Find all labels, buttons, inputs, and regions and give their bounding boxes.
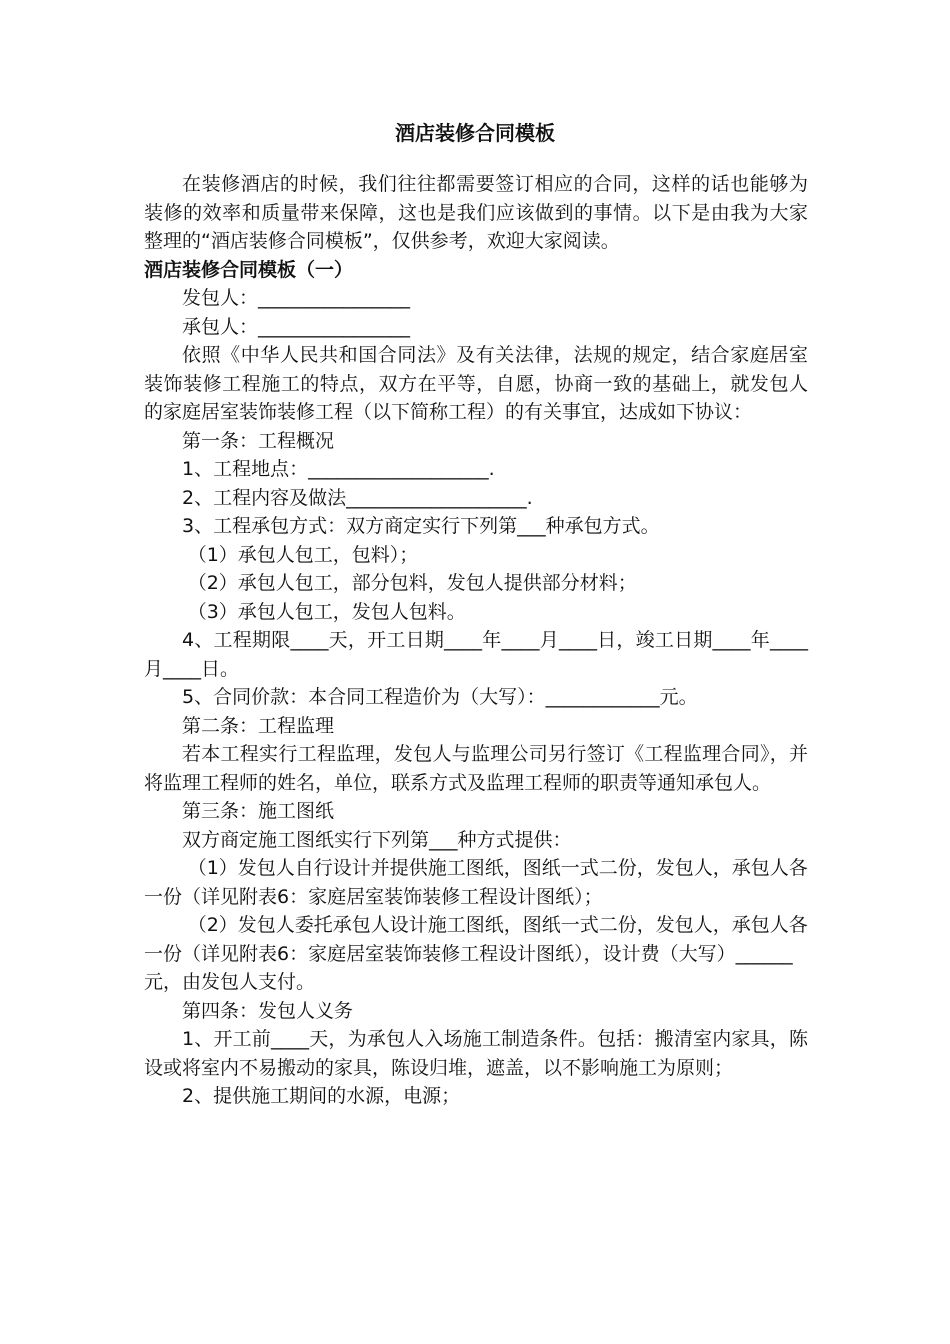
document-title: 酒店装修合同模板 xyxy=(395,121,555,145)
article-3-heading: 第三条：施工图纸 xyxy=(182,800,335,822)
intro-paragraph: 在装修酒店的时候，我们往往都需要签订相应的合同，这样的话也能够为装修的效率和质量带来保障，这也是我们应该做到的事情。以下是由我为大家整理的“酒店装修合同模板”，仅供参考，欢迎大家阅读。 xyxy=(144,173,808,252)
article-4-heading: 第四条：发包人义务 xyxy=(182,999,354,1022)
drawings-option-1: （1）发包人自行设计并提供施工图纸，图纸一式二份，发包人，承包人各一份（详见附表6：家庭居室装饰装修工程设计图纸）； xyxy=(144,857,808,908)
section-heading: 酒店装修合同模板（一） xyxy=(144,258,354,281)
drawings-option-2: （2）发包人委托承包人设计施工图纸，图纸一式二份，发包人，承包人各一份（详见附表6：家庭居室装饰装修工程设计图纸），设计费（大写）______元，由发包人支付。 xyxy=(144,914,808,993)
article-1-heading: 第一条：工程概况 xyxy=(182,429,335,452)
employer-duty-1: 1、开工前____天，为承包人入场施工制造条件。包括：搬清室内家具，陈设或将室内不易搬动的家具，陈设归堆，遮盖，以不影响施工为原则； xyxy=(144,1028,808,1079)
project-content: 2、工程内容及做法___________________. xyxy=(182,486,533,509)
drawings-method: 双方商定施工图纸实行下列第___种方式提供： xyxy=(182,828,572,851)
method-option-3: （3）承包人包工，发包人包料。 xyxy=(187,600,466,623)
contract-method: 3、工程承包方式：双方商定实行下列第___种承包方式。 xyxy=(182,515,660,537)
contract-price: 5、合同价款：本合同工程造价为（大写）：____________元。 xyxy=(182,686,698,708)
employer-line: 发包人：________________ xyxy=(182,287,411,309)
method-option-2: （2）承包人包工，部分包料，发包人提供部分材料； xyxy=(187,572,637,594)
contractor-line: 承包人：________________ xyxy=(182,315,411,338)
supervision-paragraph: 若本工程实行工程监理，发包人与监理公司另行签订《工程监理合同》，并将监理工程师的姓名，单位，联系方式及监理工程师的职责等通知承包人。 xyxy=(144,743,808,794)
article-2-heading: 第二条：工程监理 xyxy=(182,714,335,737)
project-period: 4、工程期限____天，开工日期____年____月____日，竣工日期____年____月____日。 xyxy=(144,629,808,680)
document-body xyxy=(144,170,808,1111)
method-option-1: （1）承包人包工，包料）； xyxy=(187,543,419,566)
employer-duty-2: 2、提供施工期间的水源，电源； xyxy=(182,1085,461,1107)
project-location: 1、工程地点：___________________. xyxy=(182,458,495,480)
preamble-paragraph: 依照《中华人民共和国合同法》及有关法律，法规的规定，结合家庭居室装饰装修工程施工的特点，双方在平等，自愿，协商一致的基础上，就发包人的家庭居室装饰装修工程（以下简称工程）的有关事宜，达成如下协议： xyxy=(144,344,808,423)
